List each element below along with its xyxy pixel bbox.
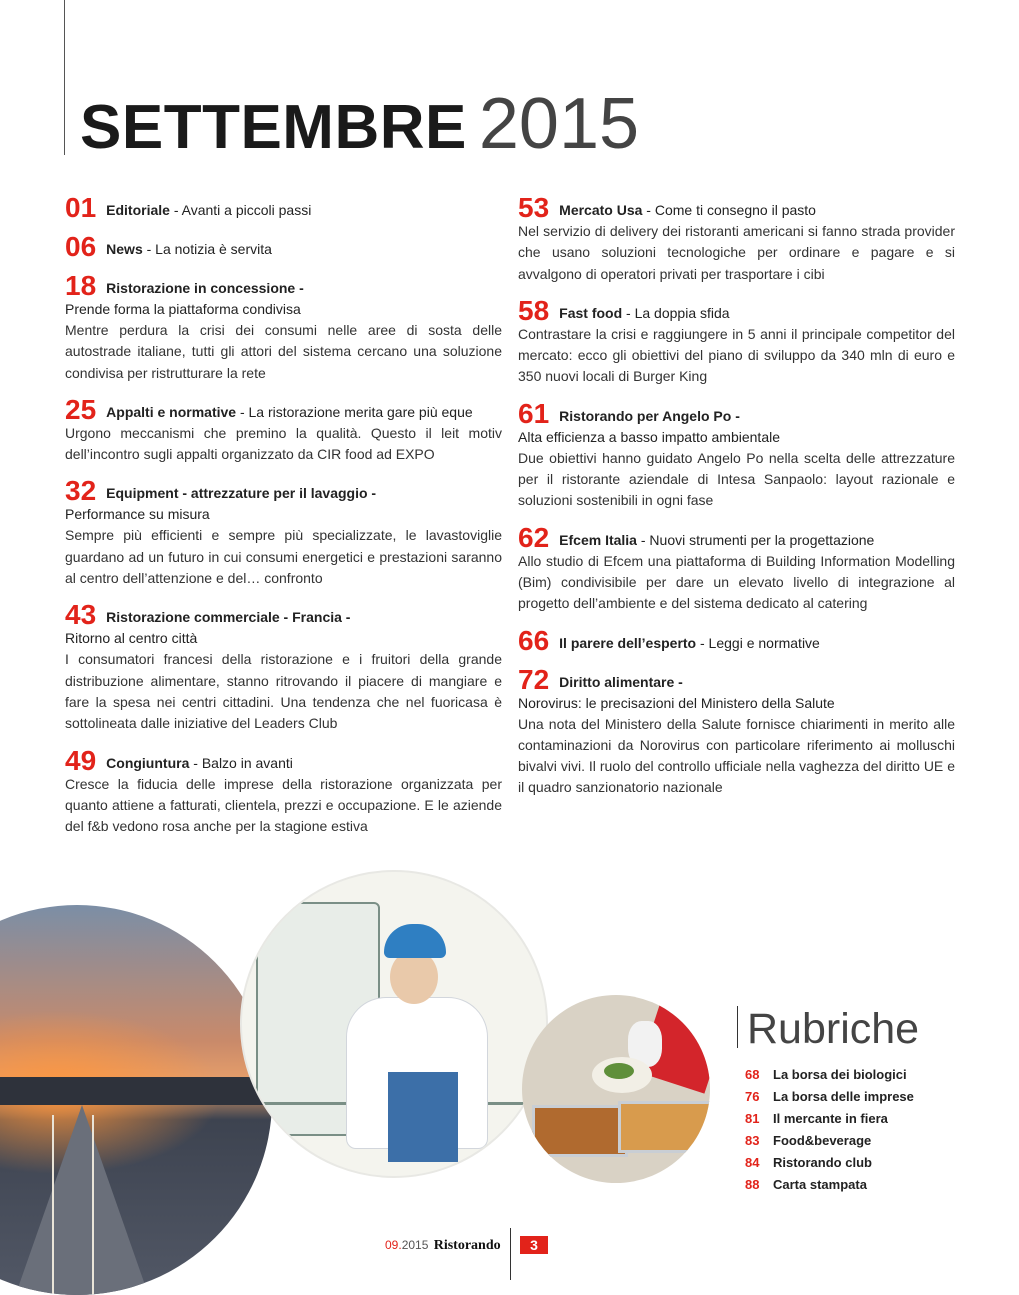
section-name: News	[106, 241, 143, 257]
entry-description: Allo studio di Efcem una piattaforma di Building Information Modelling (Bim) condivisibile per dare un elevato livello di integrazione al progetto dell’ambiente e del sistema dedicato al catering	[518, 552, 955, 612]
toc-entry[interactable]	[518, 521, 955, 615]
lane-line	[52, 1115, 54, 1295]
entry-title: - Avanti a piccoli passi	[169, 202, 312, 218]
rubriche-page: 84	[745, 1155, 760, 1170]
footer-date-year: 2015	[401, 1238, 429, 1252]
page-number: 72	[518, 663, 550, 695]
footer	[385, 1235, 501, 1255]
rubriche-item[interactable]	[745, 1086, 967, 1108]
rubriche-page: 81	[745, 1111, 760, 1126]
road-shape	[12, 1105, 152, 1295]
chef-illustration-photo	[240, 870, 548, 1178]
top-vertical-rule	[64, 0, 65, 155]
entry-title: - Leggi e normative	[696, 634, 820, 651]
section-name: Il parere dell’esperto	[559, 634, 697, 651]
toc-right-column	[518, 192, 955, 813]
entry-title: - Come ti consegno il pasto	[642, 202, 816, 218]
entry-subtitle: Performance su misura	[65, 506, 210, 523]
toc-entry[interactable]	[518, 397, 955, 512]
toc-entry[interactable]	[518, 624, 955, 656]
page-number: 66	[518, 624, 550, 656]
rubriche-rule	[737, 1006, 738, 1048]
toc-entry[interactable]	[65, 475, 502, 589]
entry-subtitle: Ritorno al centro città	[65, 630, 198, 647]
page-number: 18	[65, 270, 97, 301]
section-name: Fast food	[559, 304, 623, 321]
toc-entry[interactable]	[65, 231, 502, 262]
footer-vertical-rule	[510, 1228, 511, 1280]
rubriche-list	[745, 1064, 967, 1196]
entry-head	[65, 270, 502, 301]
entry-head	[518, 294, 955, 326]
toc-entry[interactable]	[518, 192, 955, 285]
page-number: 61	[518, 397, 550, 429]
toc-entry[interactable]	[65, 270, 502, 384]
toc-left-column	[65, 192, 502, 851]
entry-title: - La notizia è servita	[142, 241, 272, 257]
entry-head	[518, 192, 955, 223]
section-name: Diritto alimentare -	[559, 673, 683, 690]
chef-hat	[384, 924, 446, 958]
rubriche-item[interactable]	[745, 1064, 967, 1086]
entry-subtitle: Prende forma la piattaforma condivisa	[65, 301, 301, 317]
food-tray	[532, 1105, 628, 1157]
entry-head	[518, 624, 955, 656]
section-name: Appalti e normative	[106, 403, 237, 420]
page-title	[80, 84, 640, 164]
page-number: 53	[518, 192, 550, 223]
entry-description: Urgono meccanismi che premino la qualità. Questo il leit motiv dell’incontro sugli appalti organizzato da CIR food ad EXPO	[65, 424, 502, 463]
skyline-silhouette	[0, 1077, 272, 1105]
rubriche-box	[737, 1006, 967, 1196]
lane-line	[92, 1115, 94, 1295]
footer-date-month: 09.	[385, 1238, 402, 1252]
page-number: 25	[65, 393, 97, 425]
entry-head	[518, 663, 955, 695]
rubriche-page: 76	[745, 1089, 760, 1104]
page-number-badge: 3	[520, 1236, 548, 1254]
section-name: Mercato Usa	[559, 202, 643, 218]
entry-head	[65, 192, 502, 223]
section-name: Congiuntura	[106, 754, 190, 771]
rubriche-item[interactable]	[745, 1174, 967, 1196]
rubriche-label: Il mercante in fiera	[773, 1111, 888, 1126]
page-number: 62	[518, 521, 550, 553]
section-name: Efcem Italia	[559, 531, 637, 548]
rubriche-label: La borsa dei biologici	[773, 1067, 907, 1082]
rubriche-label: Ristorando club	[773, 1155, 872, 1170]
footer-date	[385, 1238, 428, 1252]
highway-sunset-photo	[0, 905, 272, 1295]
section-name: Ristorazione in concessione -	[106, 280, 304, 296]
entry-head	[518, 521, 955, 553]
toc-entry[interactable]	[518, 294, 955, 388]
page-number: 06	[65, 231, 97, 262]
toc-entry[interactable]	[518, 663, 955, 799]
entry-head	[65, 475, 502, 507]
page-number: 43	[65, 599, 97, 631]
chef-face	[390, 950, 438, 1004]
entry-description: Sempre più efficienti e sempre più specializzate, le lavastoviglie guardano ad un futuro in cui consumi energetici e prestazioni saranno al centro dell’attenzione e del… confronto	[65, 527, 502, 587]
section-name: Editoriale	[106, 202, 170, 218]
page-number: 01	[65, 192, 97, 223]
rubriche-item[interactable]	[745, 1152, 967, 1174]
toc-entry[interactable]	[65, 393, 502, 466]
food-tray	[618, 1101, 710, 1153]
entry-description: I consumatori francesi della ristorazione e i fruitori della grande distribuzione alimentare, stanno ritrovando il piacere di mangiare e fare la spesa nei centri cittadini. Una tendenza che nel fuoricasa è sottolineata dalle iniziative del Leaders Club	[65, 651, 502, 732]
vegetables	[604, 1063, 634, 1079]
toc-entry[interactable]	[65, 599, 502, 734]
entry-description: Nel servizio di delivery dei ristoranti americani si fanno strada provider che usano soluzioni tecnologiche per ordinare e pagare e si avvalgono di operatori privati per trasportare i cibi	[518, 223, 955, 282]
rubriche-page: 68	[745, 1067, 760, 1082]
page-number: 32	[65, 475, 97, 507]
food-serving-photo	[522, 995, 710, 1183]
page-number: 58	[518, 294, 550, 326]
entry-head	[65, 393, 502, 425]
entry-head	[518, 397, 955, 429]
page-number: 49	[65, 744, 97, 776]
entry-description: Una nota del Ministero della Salute fornisce chiarimenti in merito alle contaminazioni da Norovirus con particolare riferimento ai molluschi bivalvi vivi. Il ruolo del controllo ufficiale nella vaghezza del diritto UE e il quadro sanzionatorio nazionale	[518, 715, 955, 796]
rubriche-item[interactable]	[745, 1130, 967, 1152]
footer-magazine-name: Ristorando	[433, 1238, 501, 1253]
rubriche-item[interactable]	[745, 1108, 967, 1130]
rubriche-label: La borsa delle imprese	[773, 1089, 914, 1104]
rubriche-label: Food&beverage	[773, 1133, 872, 1148]
rubriche-title: Rubriche	[747, 1005, 920, 1053]
entry-head	[65, 744, 502, 776]
section-name: Ristorazione commerciale - Francia -	[106, 609, 351, 626]
toc-entry[interactable]	[65, 744, 502, 838]
title-year: 2015	[478, 84, 640, 164]
rubriche-page: 83	[745, 1133, 760, 1148]
entry-title: - La doppia sfida	[622, 304, 730, 321]
title-month: SETTEMBRE	[80, 93, 467, 162]
entry-description: Mentre perdura la crisi dei consumi nelle aree di sosta delle autostrade italiane, tutti gli attori del sistema cercano una soluzione condivisa per ristrutturare la rete	[65, 322, 502, 381]
entry-head	[65, 599, 502, 631]
entry-subtitle: Alta efficienza a basso impatto ambientale	[518, 428, 781, 445]
section-name: Equipment - attrezzature per il lavaggio -	[106, 485, 377, 502]
entry-title: - La ristorazione merita gare più eque	[236, 403, 473, 420]
chef-apron	[388, 1072, 458, 1162]
section-name: Ristorando per Angelo Po -	[559, 407, 740, 424]
entry-description: Cresce la fiducia delle imprese della ristorazione organizzata per quanto attiene a fatturati, clientela, prezzi e occupazione. E le aziende del f&b vedono rosa anche per la stagione estiva	[65, 775, 502, 835]
toc-entry[interactable]	[65, 192, 502, 223]
entry-description: Due obiettivi hanno guidato Angelo Po nella scelta delle attrezzature per il ristorante aziendale di Intesa Sanpaolo: layout razionale e soluzioni sostenibili in ogni fase	[518, 449, 955, 509]
entry-title: - Nuovi strumenti per la progettazione	[636, 531, 875, 548]
entry-description: Contrastare la crisi e raggiungere in 5 anni il principale competitor del mercato: ecco gli obiettivi del piano di sviluppo da 340 mln di euro e 350 nuovi locali di Burger King	[518, 325, 955, 385]
entry-head	[65, 231, 502, 262]
entry-title: - Balzo in avanti	[189, 754, 293, 771]
rubriche-page: 88	[745, 1177, 760, 1192]
rubriche-label: Carta stampata	[773, 1177, 867, 1192]
entry-subtitle: Norovirus: le precisazioni del Ministero della Salute	[518, 694, 835, 711]
